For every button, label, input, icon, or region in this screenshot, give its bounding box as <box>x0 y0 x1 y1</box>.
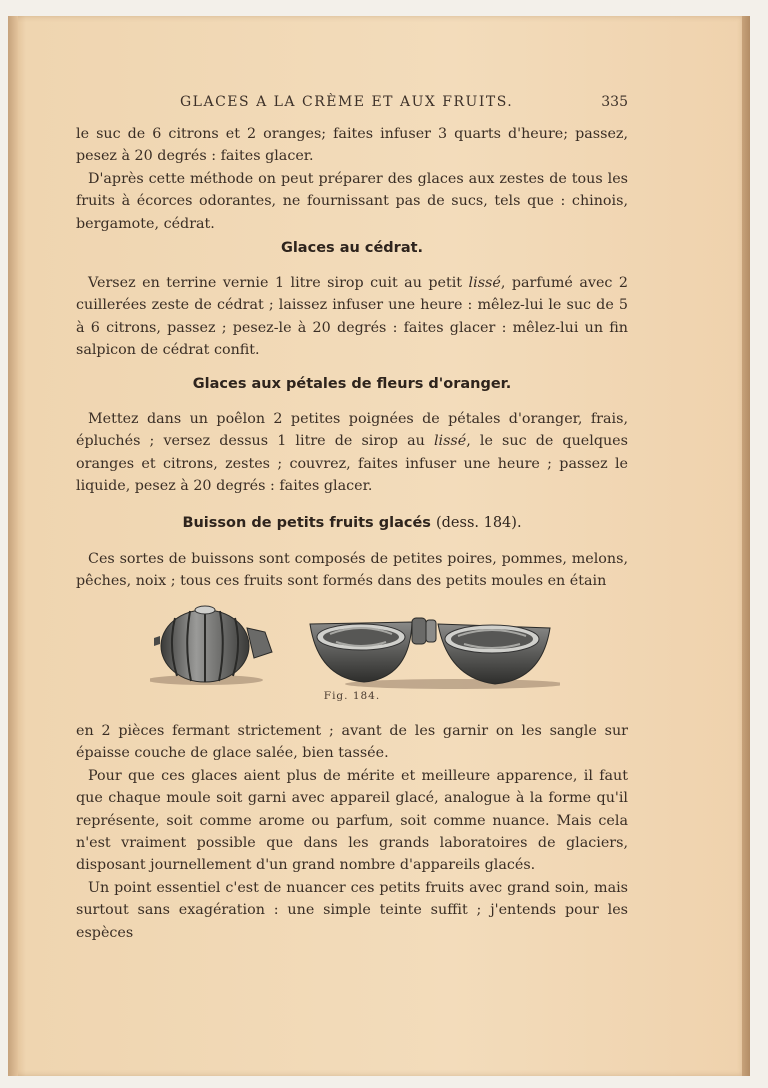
buisson-heading-text: Buisson de petits fruits glacés <box>182 515 431 531</box>
figure-caption: Fig. 184. <box>323 690 381 702</box>
intro-paragraph-2: D'après cette méthode on peut préparer des glaces aux zestes de tous les fruits à écorces odorantes, ne fournissant pas de sucs, tels que : chinois, bergamote, cédrat. <box>76 170 628 232</box>
oranger-italic: lissé <box>433 433 467 450</box>
buisson-paragraph-3: Un point essentiel c'est de nuancer ces petits fruits avec grand soin, mais surtout sans exagération : une simple teinte suffit ; j'entends pour les espèces <box>76 879 628 941</box>
intro-paragraph-1: le suc de 6 citrons et 2 oranges; faites infuser 3 quarts d'heure; passez, pesez à 20 degrés : faites glacer. <box>76 126 628 165</box>
cedrat-italic: lissé <box>468 275 501 291</box>
heading-oranger: Glaces aux pétales de fleurs d'oranger. <box>192 376 512 392</box>
buisson-heading-ref: (dess. 184). <box>435 515 522 531</box>
running-title: GLACES A LA CRÈME ET AUX FRUITS. <box>180 94 514 110</box>
oranger-paragraph <box>76 408 628 498</box>
oranger-text-1: Mettez dans un poêlon 2 petites poignées de pétales d'oranger, frais, épluchés ; versez dessus 1 litre de sirop au <box>76 411 628 450</box>
buisson-continued-text <box>76 720 628 944</box>
page-number: 335 <box>601 94 628 110</box>
oranger-text-2: , le suc de quelques oranges et citrons, zestes ; couvrez, faites infuser une heure ; passez le liquide, pesez à 20 degrés : faites glacer. <box>76 433 628 495</box>
buisson-paragraph-2: Pour que ces glaces aient plus de mérite et meilleure apparence, il faut que chaque moule soit garni avec appareil glacé, analogue à la forme qu'il représente, soit comme arome ou parfum, soit comme nuance. Mais cela n'est vraiment possible que dans les grands laboratoires de glaciers, disposant journellement d'un grand nombre d'appareils glacés. <box>76 767 628 874</box>
buisson-intro-paragraph: Ces sortes de buissons sont composés de petites poires, pommes, melons, pêches, noix ; tous ces fruits sont formés dans des petits moules en étain <box>76 551 628 590</box>
oranger-text <box>76 408 628 498</box>
page-right-edge <box>742 16 750 1076</box>
running-header <box>76 94 628 114</box>
cedrat-text <box>76 272 628 362</box>
cedrat-text-1: Versez en terrine vernie 1 litre sirop cuit au petit <box>88 275 469 291</box>
cedrat-text-2: , parfumé avec 2 cuillerées zeste de cédrat ; laissez infuser une heure : mêlez-lui le suc de 5 à 6 citrons, passez ; pesez-le à 20 degrés : faites glacer : mêlez-lui un fin salpicon de cédrat confit. <box>76 275 628 359</box>
closed-melon-mold <box>150 606 272 685</box>
buisson-intro-text <box>76 548 628 593</box>
cedrat-paragraph <box>76 272 628 362</box>
fruit-mold-illustration <box>150 600 560 690</box>
buisson-paragraph-1: en 2 pièces fermant strictement ; avant de les garnir on les sangle sur épaisse couche de glace salée, bien tassée. <box>76 723 628 762</box>
intro-text <box>76 123 628 235</box>
page-binding-edge <box>8 16 18 1076</box>
heading-cedrat: Glaces au cédrat. <box>280 240 424 256</box>
open-two-piece-mold <box>310 618 560 689</box>
heading-buisson <box>76 515 628 531</box>
